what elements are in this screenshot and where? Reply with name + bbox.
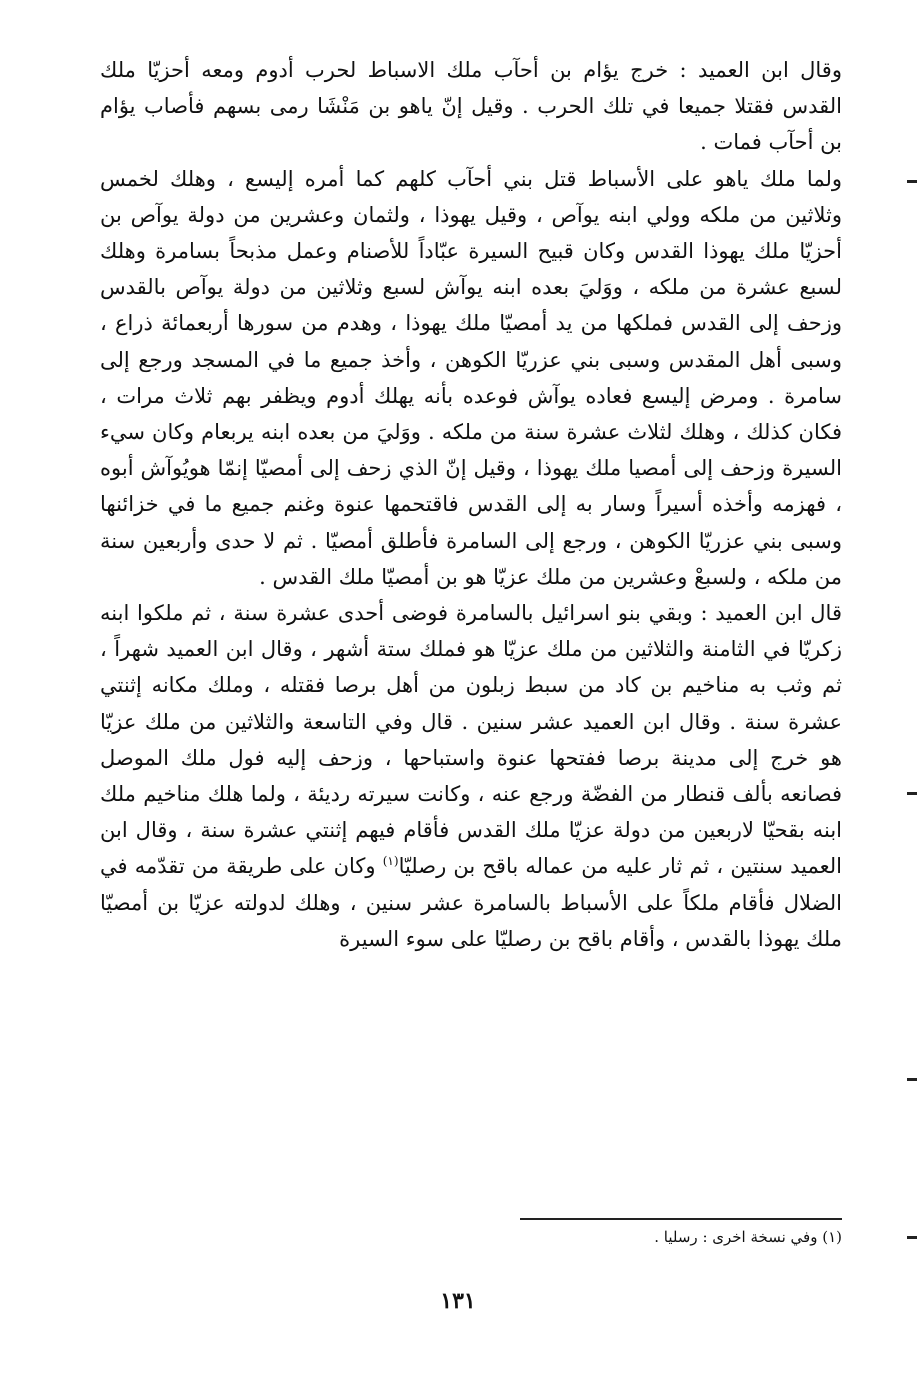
footnote-reference: (١) bbox=[382, 854, 399, 869]
main-text bbox=[100, 52, 842, 957]
paragraph-1: وقال ابن العميد : خرج يؤام بن أحآب ملك الاسباط لحرب أدوم ومعه أحزيّا ملك القدس فقتلا جميعا في تلك الحرب . وقيل إنّ ياهو بن مَنْشَا رمى بسهم فأصاب يؤام بن أحآب فمات . bbox=[100, 58, 842, 155]
footnote: (١) وفي نسخة اخرى : رسليا . bbox=[654, 1228, 842, 1246]
margin-mark bbox=[907, 792, 917, 795]
paragraph-3-text: قال ابن العميد : وبقي بنو اسرائيل بالسامرة فوضى أحدى عشرة سنة ، ثم ملكوا ابنه زكريّا في الثامنة والثلاثين من ملك عزيّا هو فملك ستة أشهر ، وقال ابن العميد شهراً ، ثم وثب به مناخيم بن كاد من سبط زبلون من أهل برصا فقتله ، وملك مكانه إثنتي عشرة سنة . وقال ابن العميد عشر سنين . قال وفي التاسعة والثلاثين من ملك عزيّا هو خرج إلى مدينة برصا ففتحها عنوة واستباحها ، وزحف إليه فول ملك الموصل فصانعه بألف قنطار من الفضّة ورجع عنه ، وكانت سيرته رديئة ، ولما هلك مناخيم ملك ابنه بقحيّا لاربعين من دولة عزيّا ملك القدس فأقام فيهم إثنتي عشرة سنة ، وقال ابن العميد سنتين ، ثم ثار عليه من عماله باقح بن رصليّا bbox=[100, 601, 842, 879]
footnote-divider bbox=[520, 1218, 842, 1220]
margin-mark bbox=[907, 1236, 917, 1239]
paragraph-3-continuation: وكان على طريقة من تقدّمه في الضلال فأقام ملكاً على الأسباط بالسامرة عشر سنين ، وهلك لدولته عزيّا بن أمصيّا ملك يهوذا بالقدس ، وأقام باقح بن رصليّا على سوء السيرة bbox=[100, 854, 842, 951]
margin-mark bbox=[907, 180, 917, 183]
paragraph-3 bbox=[100, 595, 842, 957]
margin-mark bbox=[907, 1078, 917, 1081]
page-number: ١٣١ bbox=[440, 1288, 476, 1314]
paragraph-2: ولما ملك ياهو على الأسباط قتل بني أحآب كلهم كما أمره إليسع ، وهلك لخمس وثلاثين من ملكه وولي ابنه يوآص ، وقيل يهوذا ، ولثمان وعشرين من دولة يوآص بن أحزيّا ملك يهوذا القدس وكان قبيح السيرة عبّاداً للأصنام وعمل مذبحاً بسامرة وهلك لسبع عشرة من ملكه ، ووَليَ بعده ابنه يوآش لسبع وثلاثين من دولة يوآص بالقدس وزحف إلى القدس فملكها من يد أمصيّا ملك يهوذا ، وهدم من سورها أربعمائة ذراع ، وسبى أهل المقدس وسبى بني عزريّا الكوهن ، وأخذ جميع ما في المسجد ورجع إلى سامرة . ومرض إليسع فعاده يوآش فوعده بأنه يهلك أدوم ويظفر بهم ثلاث مرات ، فكان كذلك ، وهلك لثلاث عشرة سنة من ملكه . ووَليَ من بعده ابنه يربعام وكان سيء السيرة وزحف إلى أمصيا ملك يهوذا ، وقيل إنّ الذي زحف إلى أمصيّا إنمّا هويُوآش أبوه ، فهزمه وأخذه أسيراً وسار به إلى القدس فاقتحمها عنوة وغنم جميع ما في خزائنها وسبى بني عزريّا الكوهن ، ورجع إلى السامرة فأطلق أمصيّا . ثم لا حدى وأربعين سنة من ملكه ، ولسبعْ وعشرين من ملك عزيّا هو بن أمصيّا ملك القدس . bbox=[100, 166, 842, 589]
